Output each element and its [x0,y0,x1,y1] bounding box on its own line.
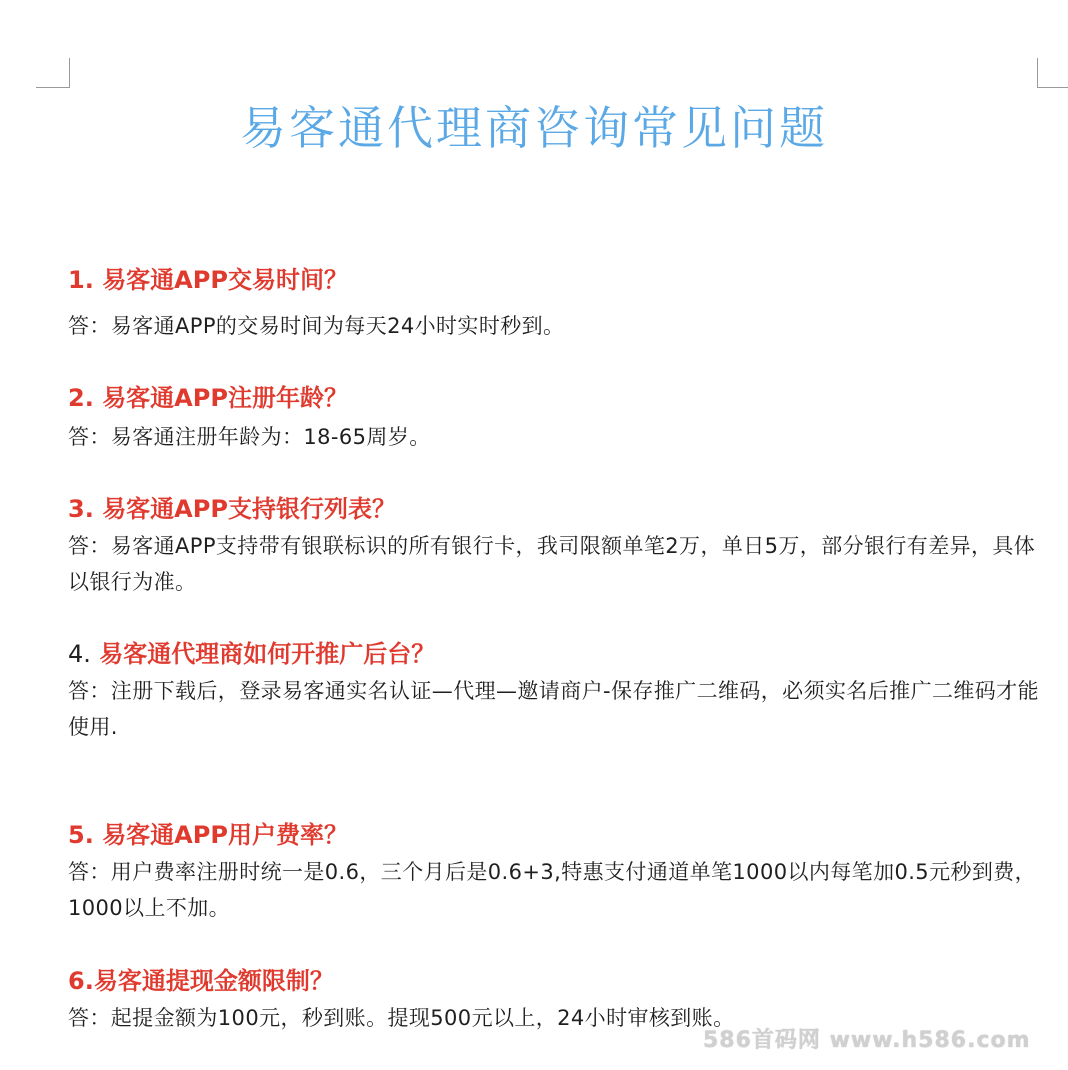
faq-number-3: 3. [68,495,94,523]
faq-question-3 [68,492,396,526]
faq-number-4: 4. [68,640,91,668]
faq-question-text-5: 易客通APP用户费率？ [102,821,348,849]
faq-answer-5: 答：用户费率注册时统一是0.6，三个月后是0.6+3,特惠支付通道单笔1000以内每笔加0.5元秒到费，1000以上不加。 [68,860,1037,920]
faq-question-4 [68,637,435,671]
faq-question-6 [68,964,334,998]
faq-number-1: 1. [68,266,94,294]
faq-answer-1: 答：易客通APP的交易时间为每天24小时实时秒到。 [68,314,565,338]
faq-question-text-3: 易客通APP支持银行列表？ [102,495,396,523]
faq-question-text-1: 易客通APP交易时间？ [102,266,348,294]
faq-number-5: 5. [68,821,94,849]
faq-number-2: 2. [68,384,94,412]
faq-number-6: 6. [68,967,94,995]
faq-question-5 [68,818,348,852]
faq-answer-2: 答：易客通注册年龄为：18-65周岁。 [68,425,431,449]
faq-answer-3: 答：易客通APP支持带有银联标识的所有银行卡，我司限额单笔2万，单日5万，部分银行有差异，具体以银行为准。 [68,534,1036,594]
faq-answer-6: 答：起提金额为100元，秒到账。提现500元以上，24小时审核到账。 [68,1006,735,1030]
site-watermark: 586首码网 www.h586.com [703,1028,1031,1053]
faq-question-1 [68,263,348,297]
faq-answer-4: 答：注册下载后，登录易客通实名认证—代理—邀请商户-保存推广二维码，必须实名后推广二维码才能使用. [68,679,1039,739]
page-corner-mark-top-right [1037,58,1068,88]
page-title: 易客通代理商咨询常见问题 [240,101,828,155]
faq-question-text-4: 易客通代理商如何开推广后台？ [99,640,436,668]
page-corner-mark-top-left [36,58,70,88]
faq-question-text-6: 易客通提现金额限制？ [93,967,334,995]
faq-question-text-2: 易客通APP注册年龄？ [102,384,348,412]
faq-question-2 [68,381,348,415]
